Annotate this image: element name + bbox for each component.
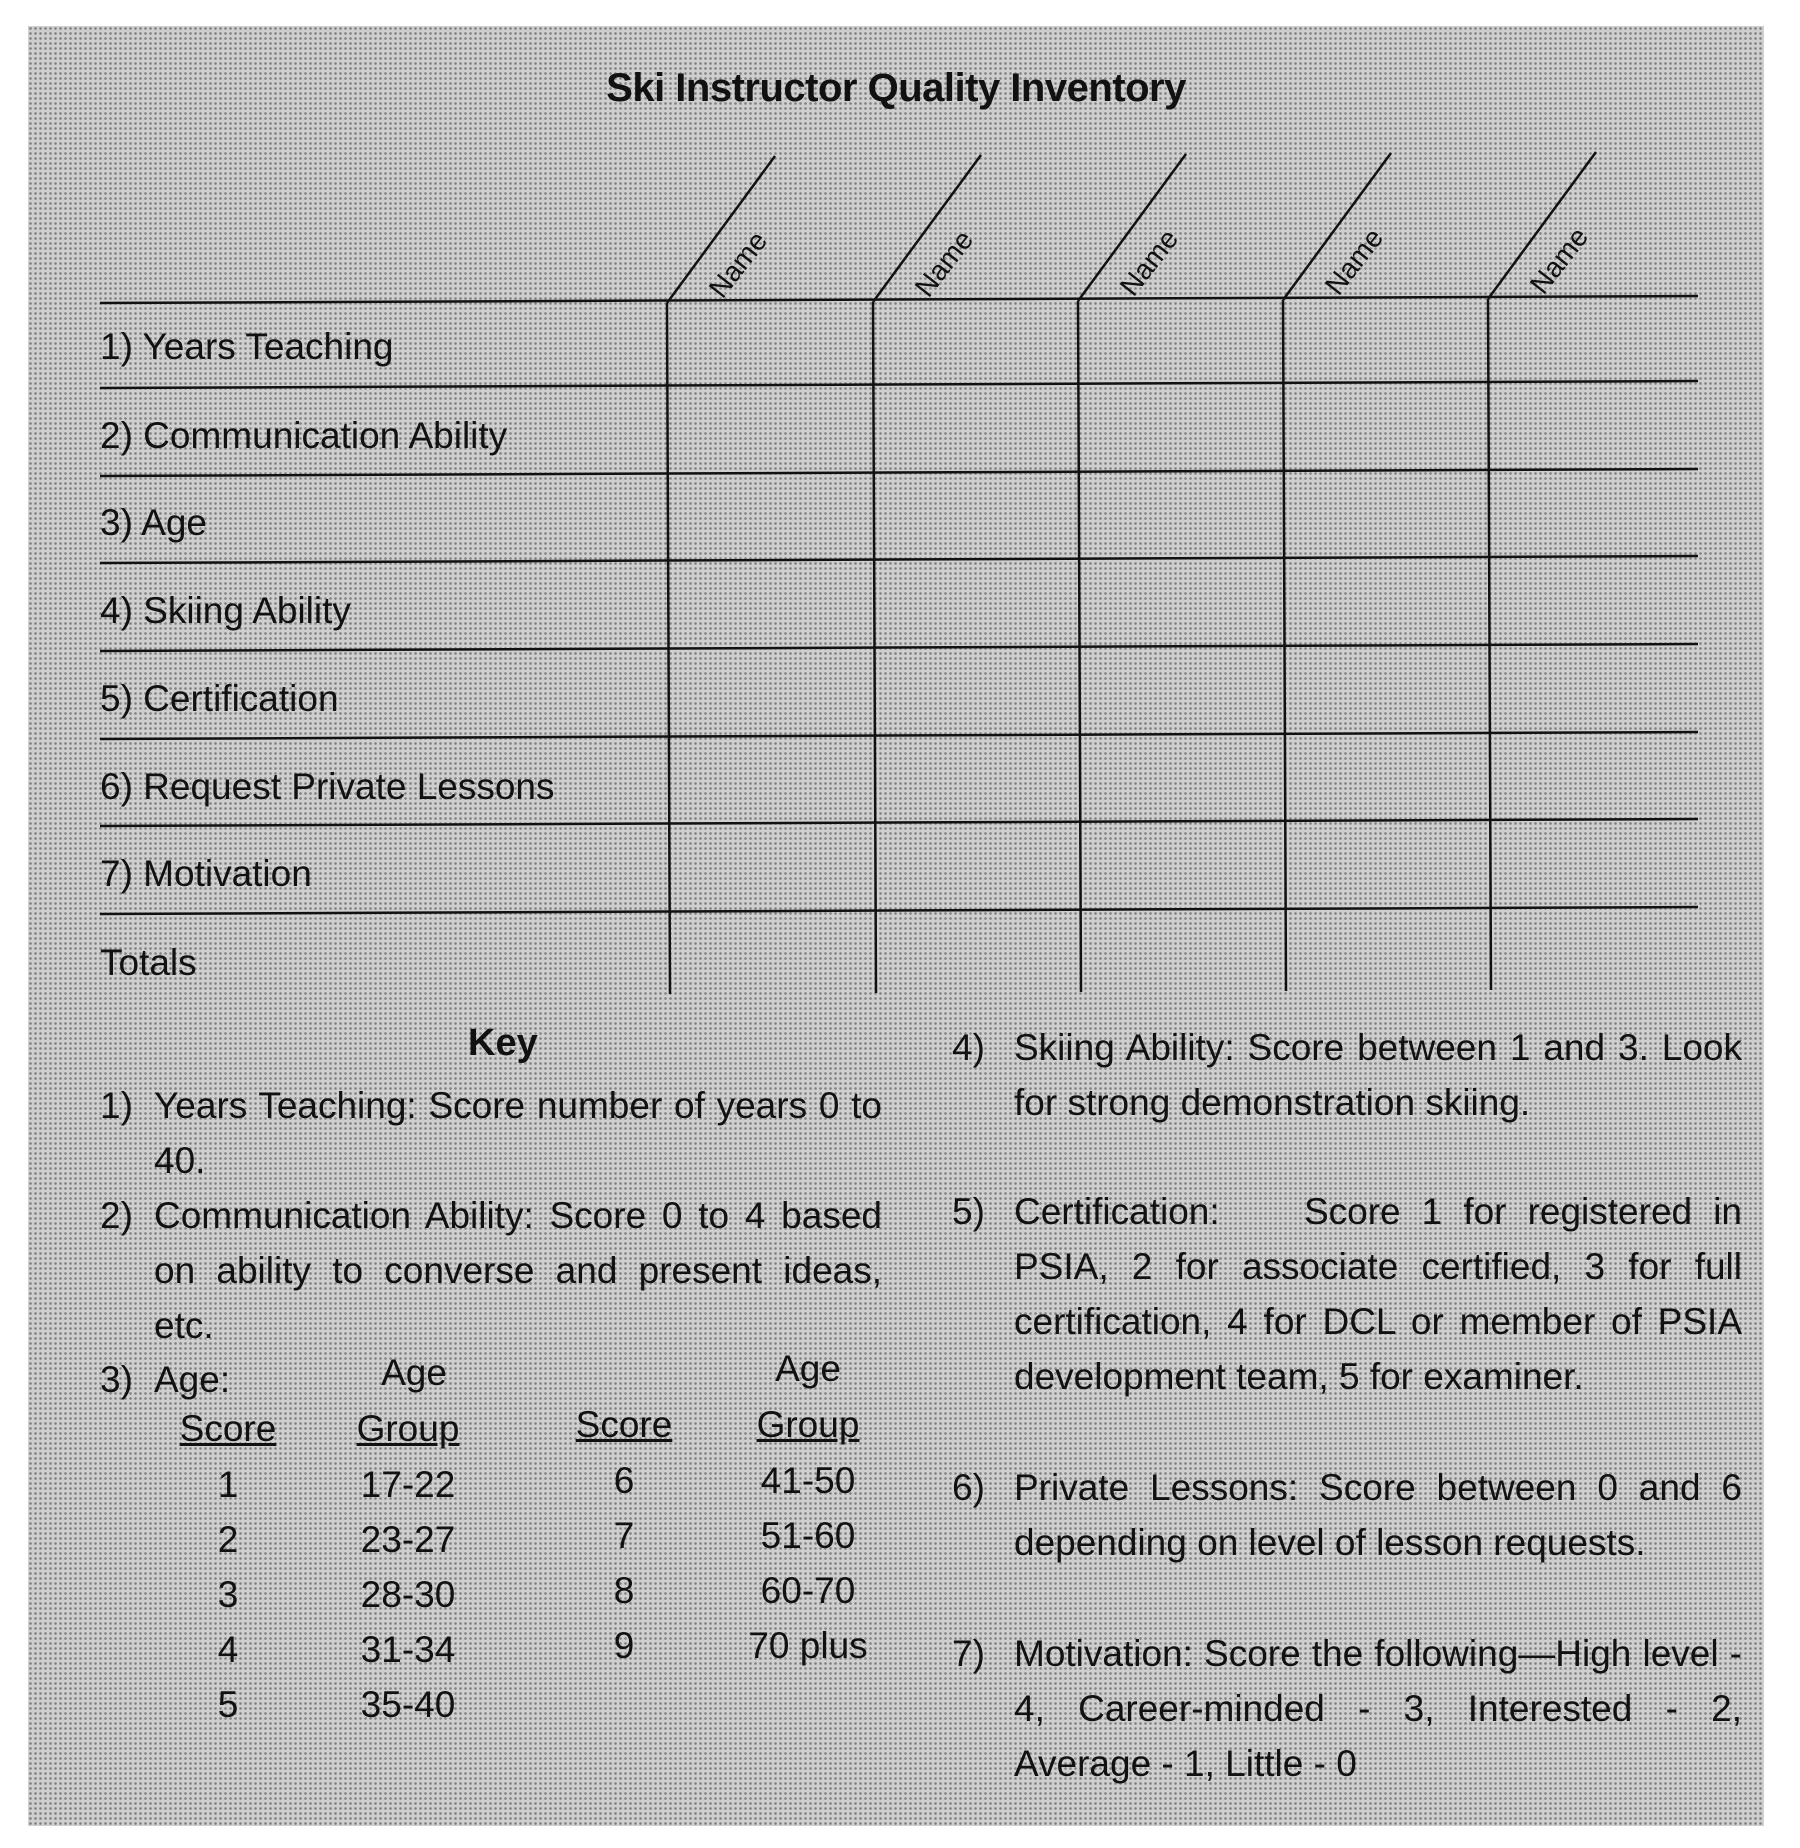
key-item-text: Motivation: Score the following—High level - 4, Career-minded - 3, Interested - 2, Average - 1, Little - 0 [1014, 1633, 1742, 1784]
key-item-3 [100, 1352, 300, 1407]
column-name-header: Name [908, 224, 980, 303]
row-rule [100, 556, 1698, 563]
age-group-value: 35-40 [360, 1684, 456, 1725]
age-group-value: 17-22 [360, 1464, 456, 1505]
age-group-value: 28-30 [360, 1574, 456, 1615]
age-group-value: 41-50 [760, 1460, 856, 1501]
score-header: Score [179, 1408, 277, 1449]
key-item-text: Private Lessons: Score between 0 and 6 depending on level of lesson requests. [1014, 1467, 1742, 1563]
row-rule [100, 907, 1698, 914]
key-item-text: Age: [154, 1359, 231, 1400]
key-item-text: Communication Ability: Score 0 to 4 based on ability to converse and present ideas, etc. [154, 1195, 882, 1346]
key-item-number: 6) [952, 1467, 985, 1508]
group-header: Group [356, 1408, 460, 1449]
age-score-value: 8 [613, 1570, 635, 1611]
key-item-text: Certification: Score 1 for registered in PSIA, 2 for associate certified, 3 for full certification, 4 for DCL or member of PSIA development team, 5 for examiner. [1014, 1191, 1753, 1397]
key-item-6 [952, 1460, 1742, 1570]
age-group-value: 51-60 [760, 1515, 856, 1556]
document-panel [28, 26, 1764, 1826]
row-label: 4) Skiing Ability [100, 590, 351, 631]
age-score-value: 3 [217, 1574, 239, 1615]
row-rule [100, 296, 1698, 303]
row-label: 5) Certification [100, 678, 339, 719]
age-score-value: 1 [217, 1464, 239, 1505]
column-name-header: Name [702, 225, 774, 304]
age-group-value: 31-34 [360, 1629, 456, 1670]
key-item-number: 1) [100, 1085, 133, 1126]
key-item-5 [952, 1184, 1753, 1404]
column-rule [667, 303, 670, 994]
key-item-4 [952, 1020, 1742, 1130]
key-heading: Key [468, 1022, 538, 1064]
row-label: 3) Age [100, 502, 207, 543]
key-item-number: 3) [100, 1359, 133, 1400]
key-item-number: 5) [952, 1191, 985, 1232]
column-rule [1283, 300, 1286, 991]
age-score-value: 5 [217, 1684, 239, 1725]
age-score-value: 9 [613, 1625, 635, 1666]
age-score-value: 4 [217, 1629, 239, 1670]
row-rule [100, 819, 1698, 826]
column-rule [873, 302, 876, 993]
row-label: 1) Years Teaching [100, 326, 394, 367]
row-rule [100, 381, 1698, 388]
score-header: Score [575, 1404, 673, 1445]
row-rule [100, 469, 1698, 476]
group-header: Group [756, 1404, 860, 1445]
key-item-number: 2) [100, 1195, 133, 1236]
document-title: Ski Instructor Quality Inventory [606, 66, 1186, 110]
age-group-value: 70 plus [748, 1625, 868, 1666]
key-item-number: 4) [952, 1027, 985, 1068]
age-header-top: Age [775, 1348, 841, 1389]
key-item-text: Years Teaching: Score number of years 0 to 40. [154, 1085, 882, 1181]
column-rule [1488, 299, 1491, 990]
key-item-1 [100, 1078, 882, 1188]
row-label: 7) Motivation [100, 853, 312, 894]
row-label: Totals [100, 942, 197, 983]
row-label: 2) Communication Ability [100, 415, 508, 456]
age-score-value: 7 [613, 1515, 635, 1556]
column-name-header: Name [1523, 221, 1595, 300]
age-group-value: 23-27 [360, 1519, 456, 1560]
row-rule [100, 732, 1698, 739]
key-item-2 [100, 1188, 882, 1353]
row-rule [100, 644, 1698, 651]
age-score-value: 2 [217, 1519, 239, 1560]
age-header-top: Age [381, 1352, 447, 1393]
key-item-number: 7) [952, 1633, 985, 1674]
age-group-value: 60-70 [760, 1570, 856, 1611]
column-rule [1078, 301, 1081, 992]
column-name-header: Name [1318, 222, 1390, 301]
key-item-text: Skiing Ability: Score between 1 and 3. Look for strong demonstration skiing. [1014, 1027, 1742, 1123]
age-score-value: 6 [613, 1460, 635, 1501]
row-label: 6) Request Private Lessons [100, 766, 555, 807]
column-name-header: Name [1113, 223, 1185, 302]
key-item-7 [952, 1626, 1742, 1791]
